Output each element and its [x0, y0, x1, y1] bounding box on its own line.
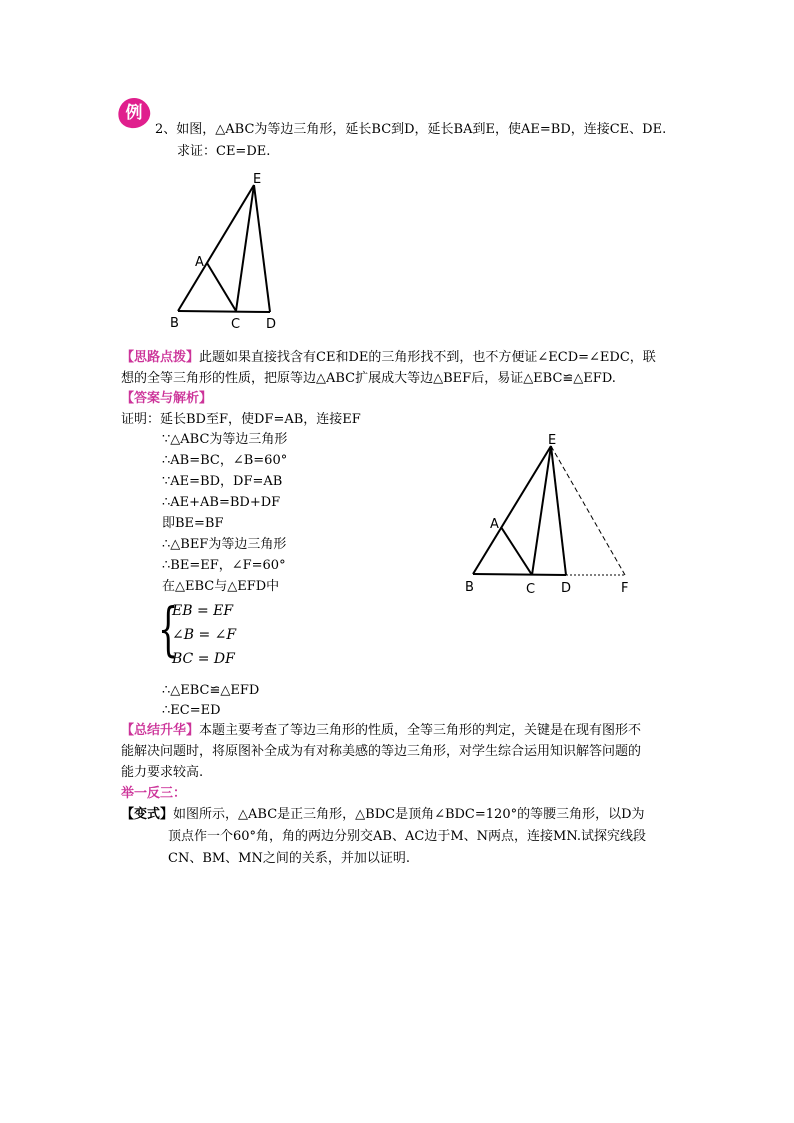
- summary-line3: 能力要求较高.: [121, 765, 204, 780]
- fig1-label-e: E: [253, 172, 262, 187]
- example-problem-line1: 2、如图，△ABC为等边三角形，延长BC到D，延长BA到E，使AE=BD，连接CE、DE.: [155, 122, 667, 137]
- answer-label: 【答案与解析】: [121, 391, 213, 406]
- proof-step-7: ∴BE=EF，∠F=60°: [162, 558, 286, 573]
- hint-text1: 此题如果直接找含有CE和DE的三角形找不到，也不方便证∠ECD=∠EDC，联: [199, 350, 656, 365]
- proof-step-2: ∴AB=BC，∠B=60°: [162, 453, 288, 468]
- proof-step-8: 在△EBC与△EFD中: [162, 579, 280, 594]
- segment-ed: [254, 185, 270, 312]
- system-eq-3: BC = DF: [172, 651, 235, 667]
- example-badge-text: 例: [125, 103, 143, 123]
- fig2-label-c: C: [526, 582, 536, 597]
- practice-line2: 顶点作一个60°角，角的两边分别交AB、AC边于M、N两点，连接MN.试探究线段: [168, 829, 646, 844]
- fig2-label-e: E: [548, 433, 557, 448]
- fig2-segment-bd: [473, 574, 566, 575]
- figure-1: [160, 165, 290, 335]
- fig2-segment-ec: [532, 446, 551, 575]
- fig1-label-a: A: [195, 255, 204, 270]
- fig2-segment-ac: [501, 527, 532, 575]
- conclusion-1: ∴△EBC≌△EFD: [162, 683, 260, 698]
- proof-step-1: ∵△ABC为等边三角形: [162, 432, 288, 447]
- system-brace: {: [158, 595, 179, 663]
- example-badge: [115, 94, 154, 131]
- fig2-segment-ed: [551, 446, 566, 575]
- hint-line1: [121, 348, 656, 368]
- fig1-label-d: D: [266, 317, 277, 332]
- practice-text1: 如图所示，△ABC是正三角形，△BDC是顶角∠BDC=120°的等腰三角形，以D为: [173, 807, 645, 822]
- figure-2-lines: [473, 446, 566, 575]
- fig2-label-f: F: [621, 581, 629, 596]
- proof-intro: 证明：延长BD至F，使DF=AB，连接EF: [121, 412, 361, 427]
- segment-ac: [207, 263, 236, 311]
- proof-step-6: ∴△BEF为等边三角形: [162, 537, 287, 552]
- summary-text1: 本题主要考查了等边三角形的性质，全等三角形的判定，关键是在现有图形不: [199, 723, 642, 738]
- practice-label: 【变式】: [121, 807, 174, 822]
- proof-step-4: ∴AE+AB=BD+DF: [162, 495, 281, 510]
- example-problem-line2: 求证：CE=DE.: [177, 144, 271, 159]
- practice-line1: [121, 805, 645, 825]
- system-eq-2: ∠B = ∠F: [172, 627, 237, 643]
- fig2-label-a: A: [490, 517, 499, 532]
- fig1-label-b: B: [170, 316, 179, 331]
- summary-line2: 能解决问题时，将原图补全成为有对称美感的等边三角形，对学生综合运用知识解答问题的: [121, 744, 642, 759]
- fig2-label-d: D: [561, 581, 572, 596]
- conclusion-2: ∴EC=ED: [162, 703, 221, 718]
- proof-step-3: ∵AE=BD，DF=AB: [162, 474, 283, 489]
- system-eq-1: EB = EF: [172, 603, 234, 619]
- summary-line1: [121, 721, 641, 741]
- fig2-segment-ef-dashed: [551, 446, 625, 575]
- practice-line3: CN、BM、MN之间的关系，并加以证明.: [168, 851, 411, 866]
- fig1-label-c: C: [231, 317, 241, 332]
- figure-2: [460, 428, 640, 598]
- fig2-label-b: B: [465, 580, 474, 595]
- hint-line2: 想的全等三角形的性质，把原等边△ABC扩展成大等边△BEF后，易证△EBC≌△EFD.: [121, 371, 616, 386]
- segment-be: [178, 185, 254, 311]
- figure-1-lines: [178, 185, 270, 312]
- segment-bd: [178, 311, 270, 312]
- summary-label: 【总结升华】: [121, 723, 200, 738]
- proof-step-5: 即BE=BF: [162, 516, 224, 531]
- segment-ec: [236, 185, 254, 311]
- fig2-segment-be: [473, 446, 551, 574]
- practice-heading: 举一反三：: [121, 786, 187, 801]
- hint-label: 【思路点拨】: [121, 350, 200, 365]
